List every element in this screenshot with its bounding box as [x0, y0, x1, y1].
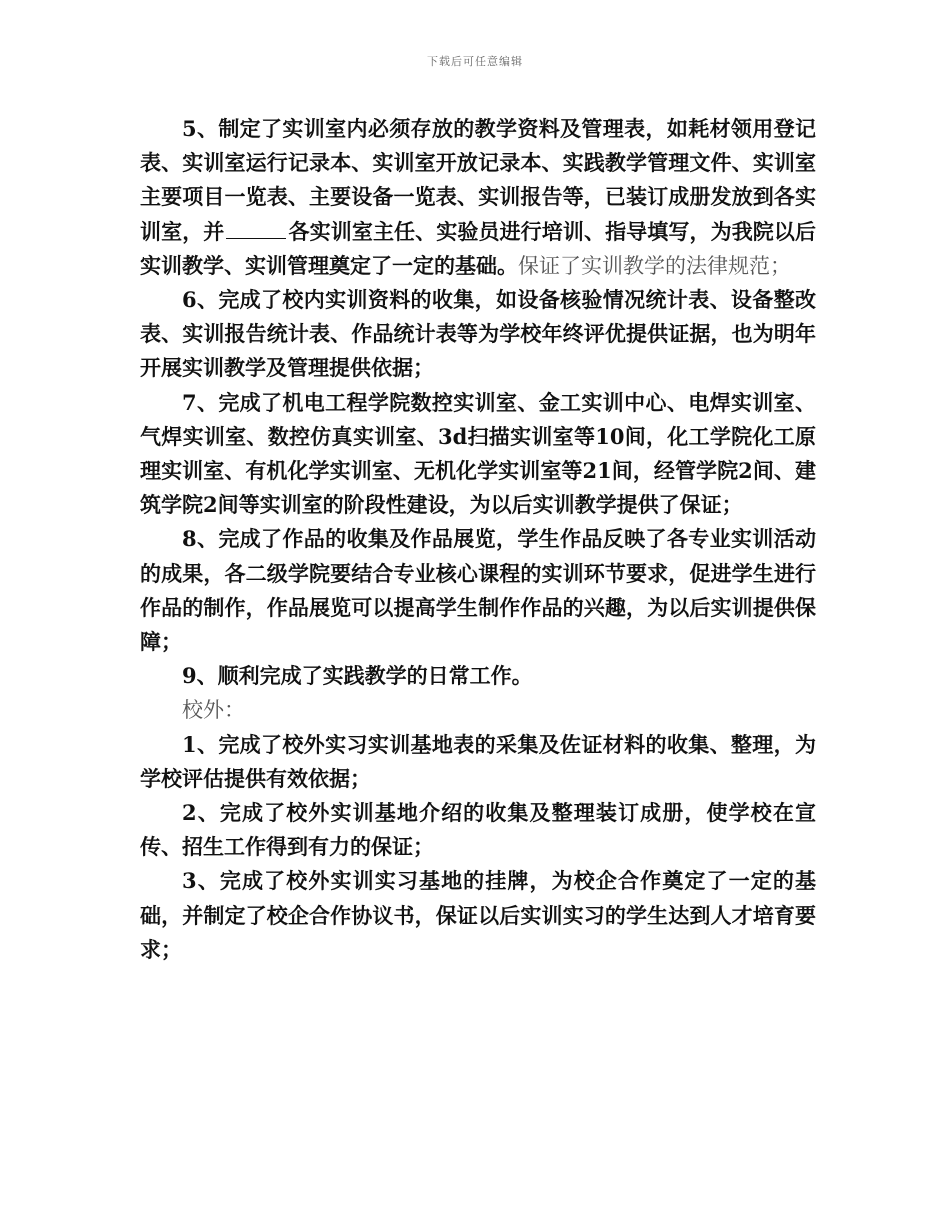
- off-campus-item-1: 1、完成了校外实习实训基地表的采集及佐证材料的收集、整理，为学校评估提供有效依据；: [140, 731, 816, 791]
- paragraph-9: 9、顺利完成了实践教学的日常工作。: [182, 663, 533, 689]
- paragraph-5: [140, 112, 816, 283]
- paragraph-8: 8、完成了作品的收集及作品展览，学生作品反映了各专业实训活动的成果，各二级学院要结合专业核心课程的实训环节要求，促进学生进行作品的制作，作品展览可以提高学生制作作品的兴趣，为以后实训提供保障；: [140, 526, 816, 655]
- page-header: 下载后可任意编辑: [427, 55, 523, 68]
- document-body: [140, 112, 816, 967]
- off-campus-item-3: 3、完成了校外实训实习基地的挂牌，为校企合作奠定了一定的基础，并制定了校企合作协议书，保证以后实训实习的学生达到人才培育要求；: [140, 868, 816, 962]
- paragraph-6: 6、完成了校内实训资料的收集，如设备核验情况统计表、设备整改表、实训报告统计表、作品统计表等为学校年终评优提供证据，也为明年开展实训教学及管理提供依据；: [140, 287, 816, 381]
- section-label-off-campus: 校外：: [182, 698, 245, 723]
- paragraph-7: 7、完成了机电工程学院数控实训室、金工实训中心、电焊实训室、气焊实训室、数控仿真实训室、3d扫描实训室等10间，化工学院化工原理实训室、有机化学实训室、无机化学实训室等21间，经管学院2间、建筑学院2间等实训室的阶段性建设，为以后实训教学提供了保证；: [140, 389, 816, 518]
- paragraph-5-text-c: 保证了实训教学的法律规范；: [518, 253, 791, 278]
- paragraph-5-text-b: 各实训室主任、实验员进行培训、指导填写，为我院以后实训教学、实训管理奠定了一定的基础。: [140, 218, 817, 278]
- fill-in-blank: [226, 237, 286, 239]
- off-campus-item-2: 2、完成了校外实训基地介绍的收集及整理装订成册，使学校在宣传、招生工作得到有力的保证；: [140, 800, 816, 860]
- paragraph-5-text-a: 5、制定了实训室内必须存放的教学资料及管理表，如耗材领用登记表、实训室运行记录本、实训室开放记录本、实践教学管理文件、实训室主要项目一览表、主要设备一览表、实训报告等，已装订成册发放到各实训室，并: [140, 116, 816, 244]
